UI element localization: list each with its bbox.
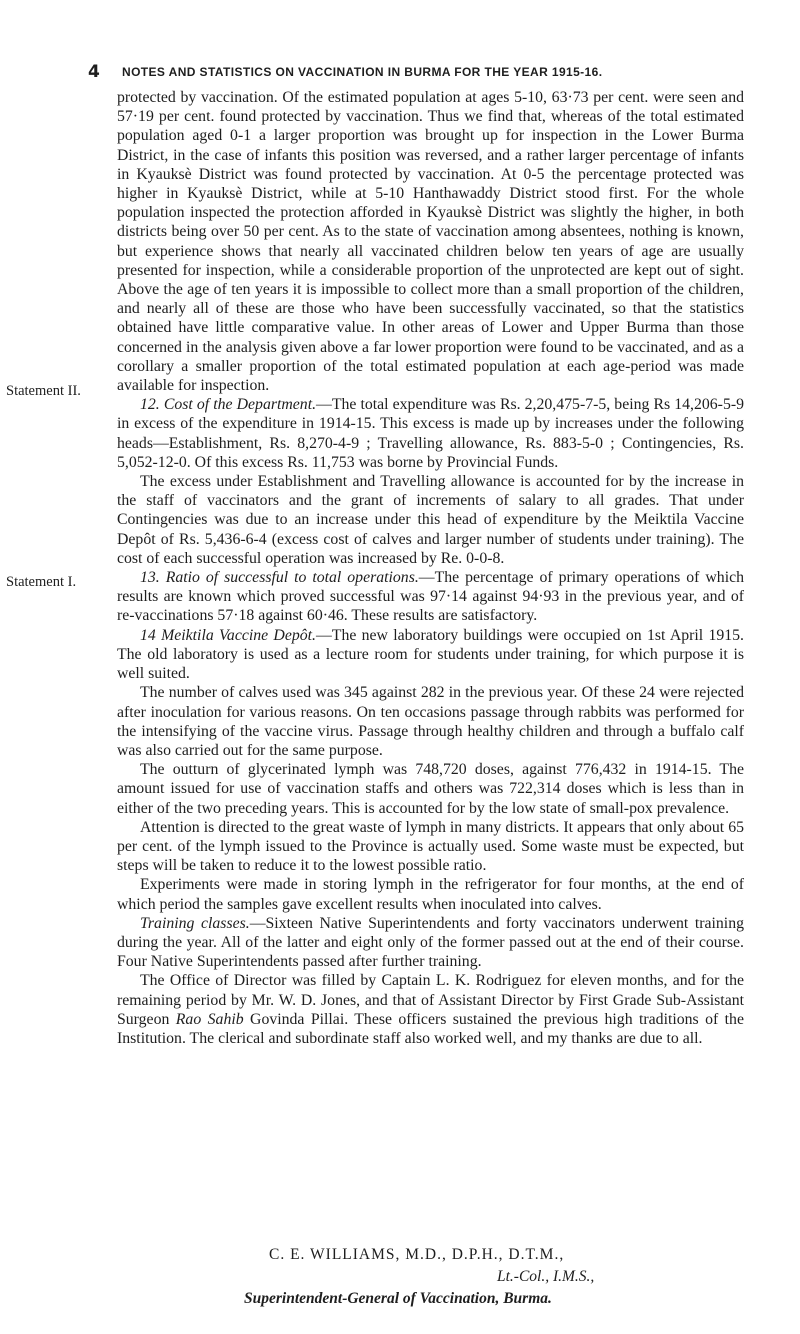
paragraph-calves: The number of calves used was 345 against 282 in the previous year. Of these 24 were rejected after inoculation for various reasons. On ten occasions passage through rabbits was performed for the intensifying of the vaccine virus. Passage through healthy children and through a buffalo calf was also carried out for the same purpose. xyxy=(117,684,744,759)
paragraph-lymph-waste: Attention is directed to the great waste of lymph in many districts. It appears that only about 65 per cent. of the lymph issued to the Province is actually used. Some waste must be expected, but steps will be taken to reduce it to the lowest possible ratio. xyxy=(117,818,744,875)
paragraph-lymph-outturn: The outturn of glycerinated lymph was 748,720 doses, against 776,432 in 1914-15. The amount issued for use of vaccination staffs and others was 722,314 doses which is less than in either of the two preceding years. This is accounted for by the low state of small-pox prevalence. xyxy=(117,761,744,817)
paragraph-cost-of-department: 12. Cost of the Department.—The total expenditure was Rs. 2,20,475-7-5, being Rs 14,206-5-9 in excess of the expenditure in 1914-15. This excess is made up by increases under the following heads—Establishment, Rs. 8,270-4-9 ; Travelling allowance, Rs. 883-5-0 ; Contingencies, Rs. 5,052-12-0. Of this excess Rs. 11,753 was borne by Provincial Funds. xyxy=(117,396,744,471)
margin-note-statement-1: Statement I. xyxy=(6,574,77,590)
page-header xyxy=(0,62,800,82)
signature-name: C. E. WILLIAMS, M.D., D.P.H., D.T.M., xyxy=(269,1246,565,1263)
paragraph-refrigerator-experiments: Experiments were made in storing lymph in the refrigerator for four months, at the end of which period the samples gave excellent results when inoculated into calves. xyxy=(117,876,744,913)
document-body xyxy=(117,88,744,1048)
section-heading-depot: 14 Meiktila Vaccine Depôt. xyxy=(140,626,316,644)
section-heading-training: Training classes. xyxy=(140,914,250,932)
signature-title: Superintendent-General of Vaccination, Burma. xyxy=(244,1290,552,1307)
running-title: NOTES AND STATISTICS ON VACCINATION IN BURMA FOR THE YEAR 1915-16. xyxy=(122,65,603,79)
paragraph-office-staff: The Office of Director was filled by Captain L. K. Rodriguez for eleven months, and for the remaining period by Mr. W. D. Jones, and that of Assistant Director by First Grade Sub-Assistant Surgeon Rao Sahib Govinda Pillai. These officers sustained the previous high traditions of the Institution. The clerical and subordinate staff also worked well, and my thanks are due to all. xyxy=(117,972,744,1047)
paragraph-training-classes: Training classes.—Sixteen Native Superintendents and forty vaccinators underwent training during the year. All of the latter and eight only of the former passed out at the end of their course. Four Native Superintendents passed after further training. xyxy=(117,914,744,971)
paragraph-ratio-successful: 13. Ratio of successful to total operations.—The percentage of primary operations of which results are known which proved successful was 97·14 against 94·93 in the previous year, and of re-vaccinations 57·18 against 60·46. These results are satisfactory. xyxy=(117,569,744,625)
paragraph-meiktila-depot: 14 Meiktila Vaccine Depôt.—The new laboratory buildings were occupied on 1st April 1915. The old laboratory is used as a lecture room for students under training, for which purpose it is well suited. xyxy=(117,626,744,683)
section-heading-cost: 12. Cost of the Department. xyxy=(140,396,317,414)
signature-rank: Lt.-Col., I.M.S., xyxy=(497,1268,595,1285)
page-number: 4 xyxy=(88,62,100,82)
section-heading-ratio: 13. Ratio of successful to total operations. xyxy=(140,569,419,587)
margin-note-statement-2: Statement II. xyxy=(6,383,81,399)
paragraph-vaccination-protection: protected by vaccination. Of the estimated population at ages 5-10, 63·73 per cent. were seen and 57·19 per cent. found protected by vaccination. Thus we find that, whereas of the total estimated population aged 0-1 a larger proportion was brought up for inspection in the Lower Burma District, in the case of infants this position was reversed, and a rather larger percentage of infants in Kyauksè District was found protected by vaccination. At 0-5 the percentage protected was higher in Kyauksè District, while at 5-10 Hanthawaddy District stood first. For the whole population inspected the protection afforded in Kyauksè District was slightly the higher, in both districts being over 50 per cent. As to the state of vaccination among absentees, nothing is known, but experience shows that nearly all vaccinated children below ten years of age are usually presented for inspection, while a considerable proportion of the unprotected are kept out of sight. Above the age of ten years it is impossible to collect more than a small proportion of the children, and nearly all of these are those who have been successfully vaccinated, so that the statistics obtained have little comparative value. In other areas of Lower and Upper Burma than those concerned in the analysis given above a far lower proportion were found to be vaccinated, and as a corollary a smaller proportion of the total estimated population at each age-period was made available for inspection. xyxy=(117,89,744,395)
paragraph-excess-explanation: The excess under Establishment and Travelling allowance is accounted for by the increase in the staff of vaccinators and the grant of increments of salary to all grades. That under Contingencies was due to an increase under this head of expenditure by the Meiktila Vaccine Depôt of Rs. 5,436-6-4 (excess cost of calves and larger number of students under training). The cost of each successful operation was increased by Re. 0-0-8. xyxy=(117,473,744,567)
